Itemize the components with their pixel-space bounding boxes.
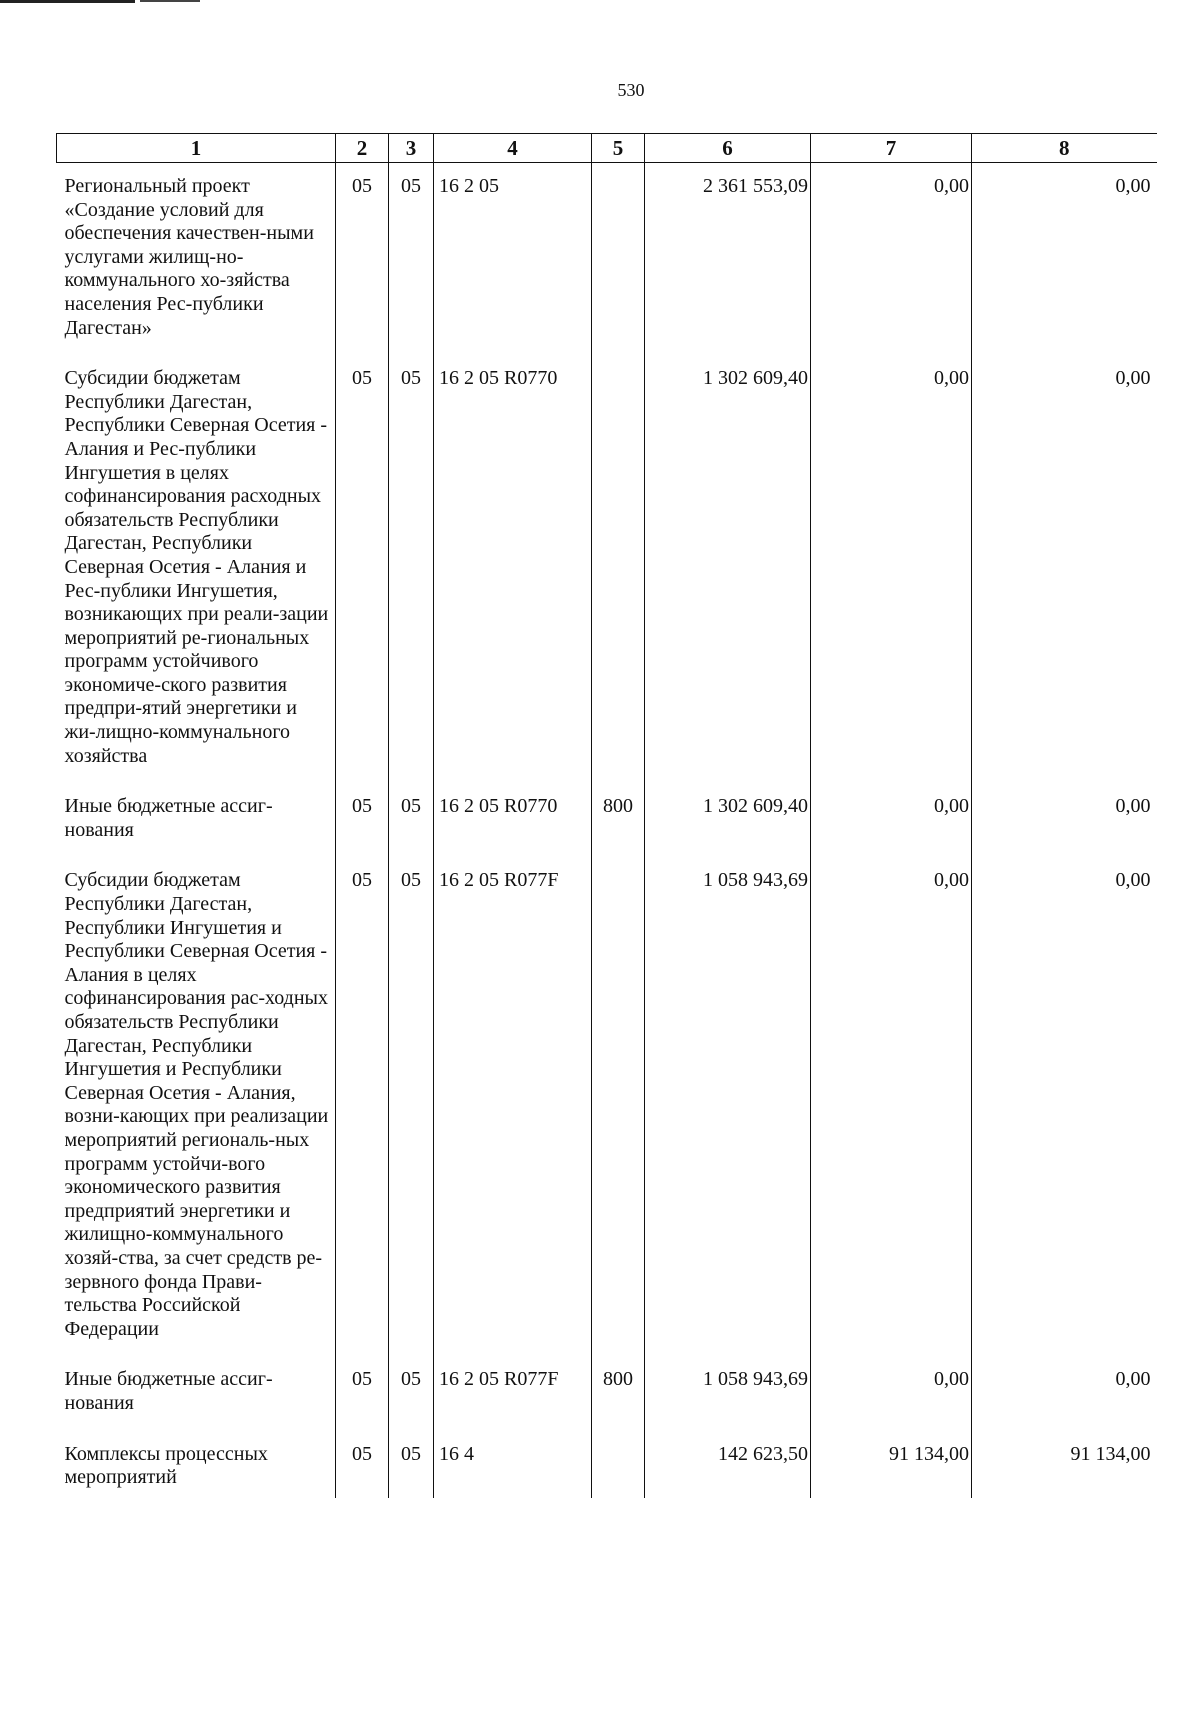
cell-subsection: 05 xyxy=(389,1350,434,1424)
cell-target-article: 16 2 05 R0770 xyxy=(434,349,592,777)
column-header: 2 xyxy=(336,134,389,163)
cell-amount-col8: 0,00 xyxy=(972,1350,1157,1424)
cell-subsection: 05 xyxy=(389,851,434,1350)
cell-amount-col8: 0,00 xyxy=(972,163,1157,350)
column-header: 3 xyxy=(389,134,434,163)
row-name: Иные бюджетные ассиг-нования xyxy=(57,1350,336,1424)
column-header: 5 xyxy=(592,134,645,163)
cell-amount-col7: 0,00 xyxy=(811,349,972,777)
cell-amount-col6: 142 623,50 xyxy=(645,1425,811,1498)
cell-amount-col6: 1 058 943,69 xyxy=(645,1350,811,1424)
table-row xyxy=(57,1350,1157,1424)
budget-table xyxy=(56,133,1157,1498)
scan-edge-mark xyxy=(0,0,135,3)
table-row xyxy=(57,1425,1157,1498)
cell-target-article: 16 2 05 xyxy=(434,163,592,350)
cell-amount-col6: 2 361 553,09 xyxy=(645,163,811,350)
cell-expense-type xyxy=(592,851,645,1350)
cell-expense-type: 800 xyxy=(592,1350,645,1424)
cell-section: 05 xyxy=(336,1425,389,1498)
cell-section: 05 xyxy=(336,349,389,777)
cell-subsection: 05 xyxy=(389,163,434,350)
cell-amount-col7: 0,00 xyxy=(811,1350,972,1424)
cell-amount-col8: 91 134,00 xyxy=(972,1425,1157,1498)
column-header: 6 xyxy=(645,134,811,163)
cell-subsection: 05 xyxy=(389,1425,434,1498)
row-name: Иные бюджетные ассиг-нования xyxy=(57,777,336,851)
row-name: Субсидии бюджетам Республики Дагестан, Республики Северная Осетия - Алания и Рес-публики Ингушетия в целях софинансирования расходных обязательств Республики Дагестан, Республики Северная Осетия - Алания и Рес-публики Ингушетия, возникающих при реали-зации мероприятий ре-гиональных программ устойчивого экономиче-ского развития предпри-ятий энергетики и жи-лищно-коммунального хозяйства xyxy=(57,349,336,777)
cell-amount-col7: 91 134,00 xyxy=(811,1425,972,1498)
cell-amount-col8: 0,00 xyxy=(972,777,1157,851)
cell-target-article: 16 2 05 R077F xyxy=(434,851,592,1350)
cell-section: 05 xyxy=(336,777,389,851)
table-header-row xyxy=(57,134,1157,163)
cell-target-article: 16 2 05 R077F xyxy=(434,1350,592,1424)
cell-target-article: 16 2 05 R0770 xyxy=(434,777,592,851)
cell-target-article: 16 4 xyxy=(434,1425,592,1498)
column-header: 4 xyxy=(434,134,592,163)
row-name: Региональный проект «Создание условий для обеспечения качествен-ными услугами жилищ-но-коммунального хо-зяйства населения Рес-публики Дагестан» xyxy=(57,163,336,350)
table-row xyxy=(57,163,1157,350)
cell-section: 05 xyxy=(336,851,389,1350)
cell-section: 05 xyxy=(336,1350,389,1424)
cell-amount-col6: 1 302 609,40 xyxy=(645,349,811,777)
cell-subsection: 05 xyxy=(389,349,434,777)
cell-amount-col8: 0,00 xyxy=(972,851,1157,1350)
cell-amount-col8: 0,00 xyxy=(972,349,1157,777)
cell-amount-col6: 1 058 943,69 xyxy=(645,851,811,1350)
cell-amount-col7: 0,00 xyxy=(811,777,972,851)
column-header: 8 xyxy=(972,134,1157,163)
page-number: 530 xyxy=(617,80,645,100)
cell-amount-col7: 0,00 xyxy=(811,163,972,350)
cell-amount-col7: 0,00 xyxy=(811,851,972,1350)
table-row xyxy=(57,851,1157,1350)
cell-section: 05 xyxy=(336,163,389,350)
cell-amount-col6: 1 302 609,40 xyxy=(645,777,811,851)
column-header: 1 xyxy=(57,134,336,163)
column-header: 7 xyxy=(811,134,972,163)
table-row xyxy=(57,349,1157,777)
table-row xyxy=(57,777,1157,851)
cell-expense-type xyxy=(592,163,645,350)
cell-expense-type xyxy=(592,1425,645,1498)
row-name: Комплексы процессных мероприятий xyxy=(57,1425,336,1498)
scan-edge-mark xyxy=(140,0,200,2)
cell-subsection: 05 xyxy=(389,777,434,851)
cell-expense-type: 800 xyxy=(592,777,645,851)
cell-expense-type xyxy=(592,349,645,777)
row-name: Субсидии бюджетам Республики Дагестан, Республики Ингушетия и Республики Северная Осетия - Алания в целях софинансирования рас-ходных обязательств Республики Дагестан, Республики Ингушетия и Республики Северная Осетия - Алания, возни-кающих при реализации мероприятий региональ-ных программ устойчи-вого экономического развития предприятий энергетики и жилищно-коммунального хозяй-ства, за счет средств ре-зервного фонда Прави-тельства Российской Федерации xyxy=(57,851,336,1350)
